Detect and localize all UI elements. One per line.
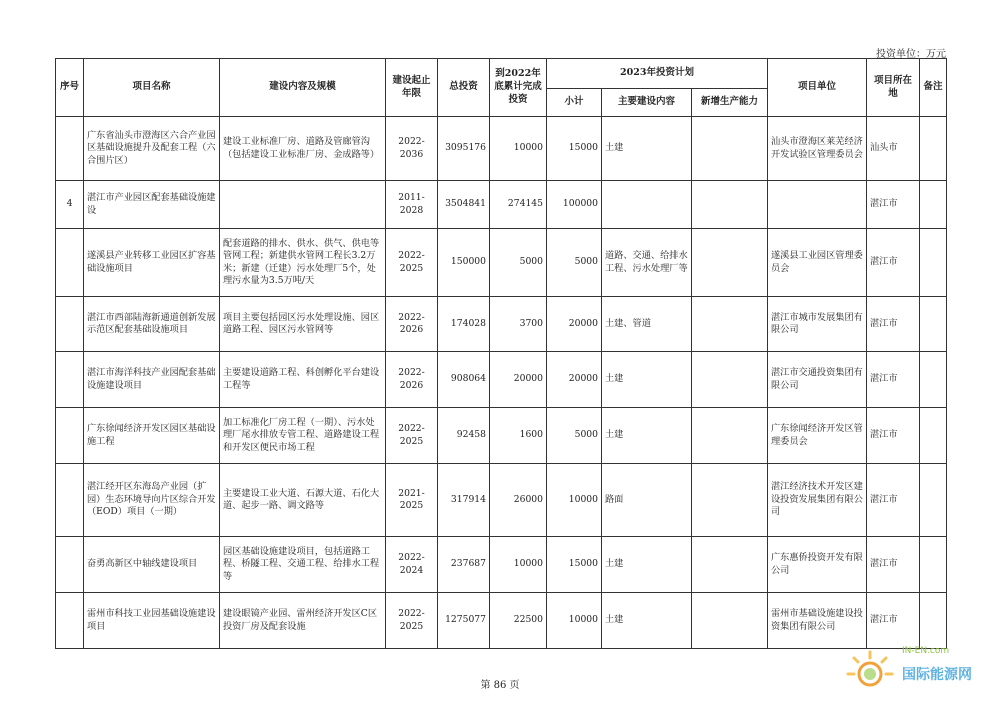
row-main-content: 土建: [602, 408, 692, 464]
header-subtotal: 小计: [547, 89, 602, 117]
row-total: 150000: [438, 229, 490, 297]
row-total: 3095176: [438, 117, 490, 181]
watermark-domain: IN-EN.com: [902, 646, 950, 656]
row-seq: [56, 593, 84, 649]
row-total: 3504841: [438, 181, 490, 229]
row-period: 2021-2025: [386, 464, 438, 537]
row-seq: [56, 352, 84, 408]
row-subtotal: 10000: [547, 593, 602, 649]
row-subtotal: 20000: [547, 352, 602, 408]
row-name: 奋勇高新区中轴线建设项目: [84, 537, 220, 593]
row-seq: [56, 297, 84, 352]
row-main-content: 土建: [602, 352, 692, 408]
row-cumulative: 26000: [490, 464, 547, 537]
row-new-capacity: [692, 297, 768, 352]
investment-table: [55, 58, 947, 649]
row-period: 2022-2025: [386, 408, 438, 464]
row-main-content: 土建: [602, 117, 692, 181]
row-subtotal: 15000: [547, 117, 602, 181]
row-remark: [920, 593, 947, 649]
row-total: 317914: [438, 464, 490, 537]
row-period: 2011-2028: [386, 181, 438, 229]
row-name: 湛江市产业园区配套基础设施建设: [84, 181, 220, 229]
row-name: 湛江市海洋科技产业园配套基础设施建设项目: [84, 352, 220, 408]
header-remark: 备注: [920, 59, 947, 117]
row-subtotal: 5000: [547, 229, 602, 297]
table-row: [56, 181, 947, 229]
row-location: 湛江市: [867, 181, 920, 229]
table-row: [56, 464, 947, 537]
row-name: 广东省汕头市澄海区六合产业园区基础设施提升及配套工程（六合围片区）: [84, 117, 220, 181]
row-content: 加工标准化厂房工程（一期）、污水处理厂尾水排放专管工程、道路建设工程和开发区便民市场工程: [220, 408, 386, 464]
row-seq: 4: [56, 181, 84, 229]
row-seq: [56, 408, 84, 464]
row-content: [220, 181, 386, 229]
row-unit: 湛江市交通投资集团有限公司: [768, 352, 867, 408]
row-location: 湛江市: [867, 537, 920, 593]
row-subtotal: 10000: [547, 464, 602, 537]
table-row: [56, 537, 947, 593]
row-total: 174028: [438, 297, 490, 352]
row-new-capacity: [692, 593, 768, 649]
row-new-capacity: [692, 352, 768, 408]
row-location: 湛江市: [867, 297, 920, 352]
row-cumulative: 274145: [490, 181, 547, 229]
row-total: 908064: [438, 352, 490, 408]
row-unit: 雷州市基础设施建设投资集团有限公司: [768, 593, 867, 649]
row-period: 2022-2026: [386, 352, 438, 408]
row-unit: 湛江市城市发展集团有限公司: [768, 297, 867, 352]
row-subtotal: 100000: [547, 181, 602, 229]
watermark-logo: [842, 644, 992, 698]
header-content: 建设内容及规模: [220, 59, 386, 117]
header-seq: 序号: [56, 59, 84, 117]
row-period: 2022-2025: [386, 229, 438, 297]
row-main-content: 土建: [602, 537, 692, 593]
row-subtotal: 15000: [547, 537, 602, 593]
row-subtotal: 20000: [547, 297, 602, 352]
row-new-capacity: [692, 229, 768, 297]
header-name: 项目名称: [84, 59, 220, 117]
header-unit: 项目单位: [768, 59, 867, 117]
row-period: 2022-2026: [386, 297, 438, 352]
row-unit: 广东徐闻经济开发区管理委员会: [768, 408, 867, 464]
row-total: 237687: [438, 537, 490, 593]
row-unit: 湛江经济技术开发区建设投资发展集团有限公司: [768, 464, 867, 537]
row-remark: [920, 297, 947, 352]
row-remark: [920, 117, 947, 181]
row-remark: [920, 408, 947, 464]
header-plan-2023: 2023年投资计划: [547, 59, 768, 89]
row-main-content: 土建、管道: [602, 297, 692, 352]
table-row: [56, 352, 947, 408]
row-unit: 遂溪县工业园区管理委员会: [768, 229, 867, 297]
row-content: 建设眼镜产业园、雷州经济开发区C区投资厂房及配套设施: [220, 593, 386, 649]
row-total: 92458: [438, 408, 490, 464]
row-seq: [56, 464, 84, 537]
row-remark: [920, 352, 947, 408]
row-seq: [56, 117, 84, 181]
row-total: 1275077: [438, 593, 490, 649]
unit-note: 投资单位：万元: [876, 49, 946, 60]
row-cumulative: 20000: [490, 352, 547, 408]
row-unit: 广东惠侨投资开发有限公司: [768, 537, 867, 593]
row-cumulative: 3700: [490, 297, 547, 352]
row-name: 雷州市科技工业园基础设施建设项目: [84, 593, 220, 649]
row-subtotal: 5000: [547, 408, 602, 464]
row-new-capacity: [692, 537, 768, 593]
row-name: 湛江市西部陆海新通道创新发展示范区配套基础设施项目: [84, 297, 220, 352]
row-content: 主要建设道路工程、科创孵化平台建设工程等: [220, 352, 386, 408]
row-period: 2022-2024: [386, 537, 438, 593]
row-seq: [56, 537, 84, 593]
row-location: 湛江市: [867, 593, 920, 649]
row-location: 湛江市: [867, 464, 920, 537]
row-cumulative: 5000: [490, 229, 547, 297]
table-row: [56, 408, 947, 464]
row-main-content: 土建: [602, 593, 692, 649]
row-cumulative: 1600: [490, 408, 547, 464]
watermark-name: 国际能源网: [902, 667, 972, 683]
row-main-content: [602, 181, 692, 229]
row-content: 建设工业标准厂房、道路及管廊管沟（包括建设工业标准厂房、金成路等）: [220, 117, 386, 181]
row-location: 湛江市: [867, 352, 920, 408]
row-new-capacity: [692, 464, 768, 537]
row-seq: [56, 229, 84, 297]
row-period: 2022-2025: [386, 593, 438, 649]
row-remark: [920, 181, 947, 229]
header-cumulative: 到2022年底累计完成投资: [490, 59, 547, 117]
table-row: [56, 229, 947, 297]
header-new-capacity: 新增生产能力: [692, 89, 768, 117]
row-new-capacity: [692, 408, 768, 464]
row-remark: [920, 229, 947, 297]
row-main-content: 道路、交通、给排水工程、污水处理厂等: [602, 229, 692, 297]
row-location: 汕头市: [867, 117, 920, 181]
header-period: 建设起止年限: [386, 59, 438, 117]
row-unit: [768, 181, 867, 229]
header-total: 总投资: [438, 59, 490, 117]
row-period: 2022-2036: [386, 117, 438, 181]
page-number: 第 86 页: [480, 680, 520, 691]
row-name: 广东徐闻经济开发区园区基础设施工程: [84, 408, 220, 464]
row-content: 园区基础设施建设项目，包括道路工程、桥隧工程、交通工程、给排水工程等: [220, 537, 386, 593]
table-row: [56, 117, 947, 181]
row-content: 配套道路的排水、供水、供气、供电等管网工程；新建供水管网工程长3.2万米；新建（迁建）污水处理厂5个，处理污水量为3.5万吨/天: [220, 229, 386, 297]
header-location: 项目所在地: [867, 59, 920, 117]
row-cumulative: 22500: [490, 593, 547, 649]
row-new-capacity: [692, 117, 768, 181]
row-remark: [920, 464, 947, 537]
row-cumulative: 10000: [490, 117, 547, 181]
row-remark: [920, 537, 947, 593]
row-location: 湛江市: [867, 229, 920, 297]
row-unit: 汕头市澄海区莱芜经济开发试验区管理委员会: [768, 117, 867, 181]
header-main-content: 主要建设内容: [602, 89, 692, 117]
table-row: [56, 297, 947, 352]
row-content: 项目主要包括园区污水处理设施、园区道路工程、园区污水管网等: [220, 297, 386, 352]
row-name: 遂溪县产业转移工业园区扩容基础设施项目: [84, 229, 220, 297]
row-cumulative: 10000: [490, 537, 547, 593]
table-row: [56, 593, 947, 649]
row-new-capacity: [692, 181, 768, 229]
row-main-content: 路面: [602, 464, 692, 537]
row-content: 主要建设工业大道、石源大道、石化大道、起步一路、调文路等: [220, 464, 386, 537]
sun-logo-icon: [842, 644, 898, 698]
row-name: 湛江经开区东海岛产业园（扩园）生态环境导向片区综合开发（EOD）项目（一期）: [84, 464, 220, 537]
row-location: 湛江市: [867, 408, 920, 464]
